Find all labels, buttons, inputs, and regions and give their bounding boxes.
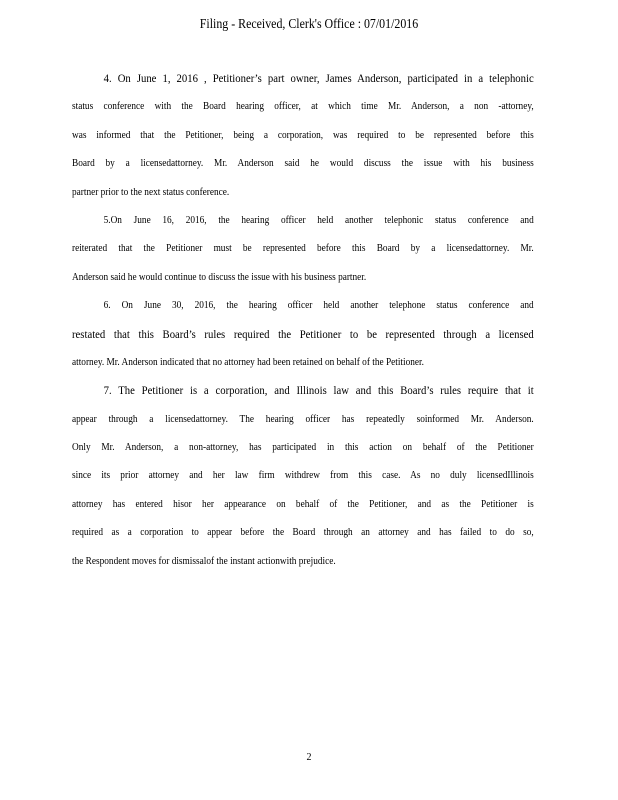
paragraph-6-line-3: attorney. Mr. Anderson indicated that no attorney had been retained on behalf of the Petitioner.	[72, 356, 424, 368]
paragraph-7-line-7: the Respondent moves for dismissalof the instant actionwith prejudice.	[72, 555, 336, 567]
paragraph-5-line-3: Anderson said he would continue to discuss the issue with his business partner.	[72, 271, 367, 283]
paragraph-6	[72, 297, 536, 382]
paragraph-7-line-4: since its prior attorney and her law firm withdrew from this case. As no duly licensedIllinois	[72, 470, 534, 482]
paragraph-4-line-1: 4. On June 1, 2016 , Petitioner’s part owner, James Anderson, participated in a telephonic	[103, 73, 534, 85]
paragraph-6-line-1: 6. On June 30, 2016, the hearing officer held another telephone status conference and	[103, 300, 534, 312]
paragraph-4-line-5: partner prior to the next status conference.	[72, 186, 230, 198]
paragraph-5-line-2: reiterated that the Petitioner must be represented before this Board by a licensedattorney. Mr.	[72, 243, 534, 255]
paragraph-7-line-3: Only Mr. Anderson, a non-attorney, has participated in this action on behalf of the Petitioner	[72, 442, 534, 454]
document-body	[72, 70, 536, 581]
paragraph-7-line-5: attorney has entered hisor her appearance on behalf of the Petitioner, and as the Petitioner is	[72, 498, 534, 510]
paragraph-4-line-3: was informed that the Petitioner, being a corporation, was required to be represented before this	[72, 129, 534, 141]
paragraph-6-line-2: restated that this Board’s rules required the Petitioner to be represented through a licensed	[72, 328, 534, 341]
paragraph-4-line-2: status conference with the Board hearing officer, at which time Mr. Anderson, a non -attorney,	[72, 101, 534, 113]
paragraph-5-line-1: 5.On June 16, 2016, the hearing officer held another telephonic status conference and	[103, 214, 534, 226]
paragraph-4	[72, 70, 536, 212]
paragraph-5	[72, 212, 536, 297]
paragraph-4-line-4: Board by a licensedattorney. Mr. Anderson said he would discuss the issue with his business	[72, 158, 534, 170]
paragraph-7-line-1: 7. The Petitioner is a corporation, and Illinois law and this Board’s rules require that it	[103, 385, 534, 398]
paragraph-7-line-6: required as a corporation to appear before the Board through an attorney and has failed to do so,	[72, 527, 534, 539]
paragraph-7-line-2: appear through a licensedattorney. The hearing officer has repeatedly soinformed Mr. Anderson.	[72, 413, 534, 425]
paragraph-7	[72, 382, 536, 581]
page-number: 2	[306, 752, 312, 763]
filing-header: Filing - Received, Clerk's Office : 07/01/2016	[199, 17, 419, 32]
